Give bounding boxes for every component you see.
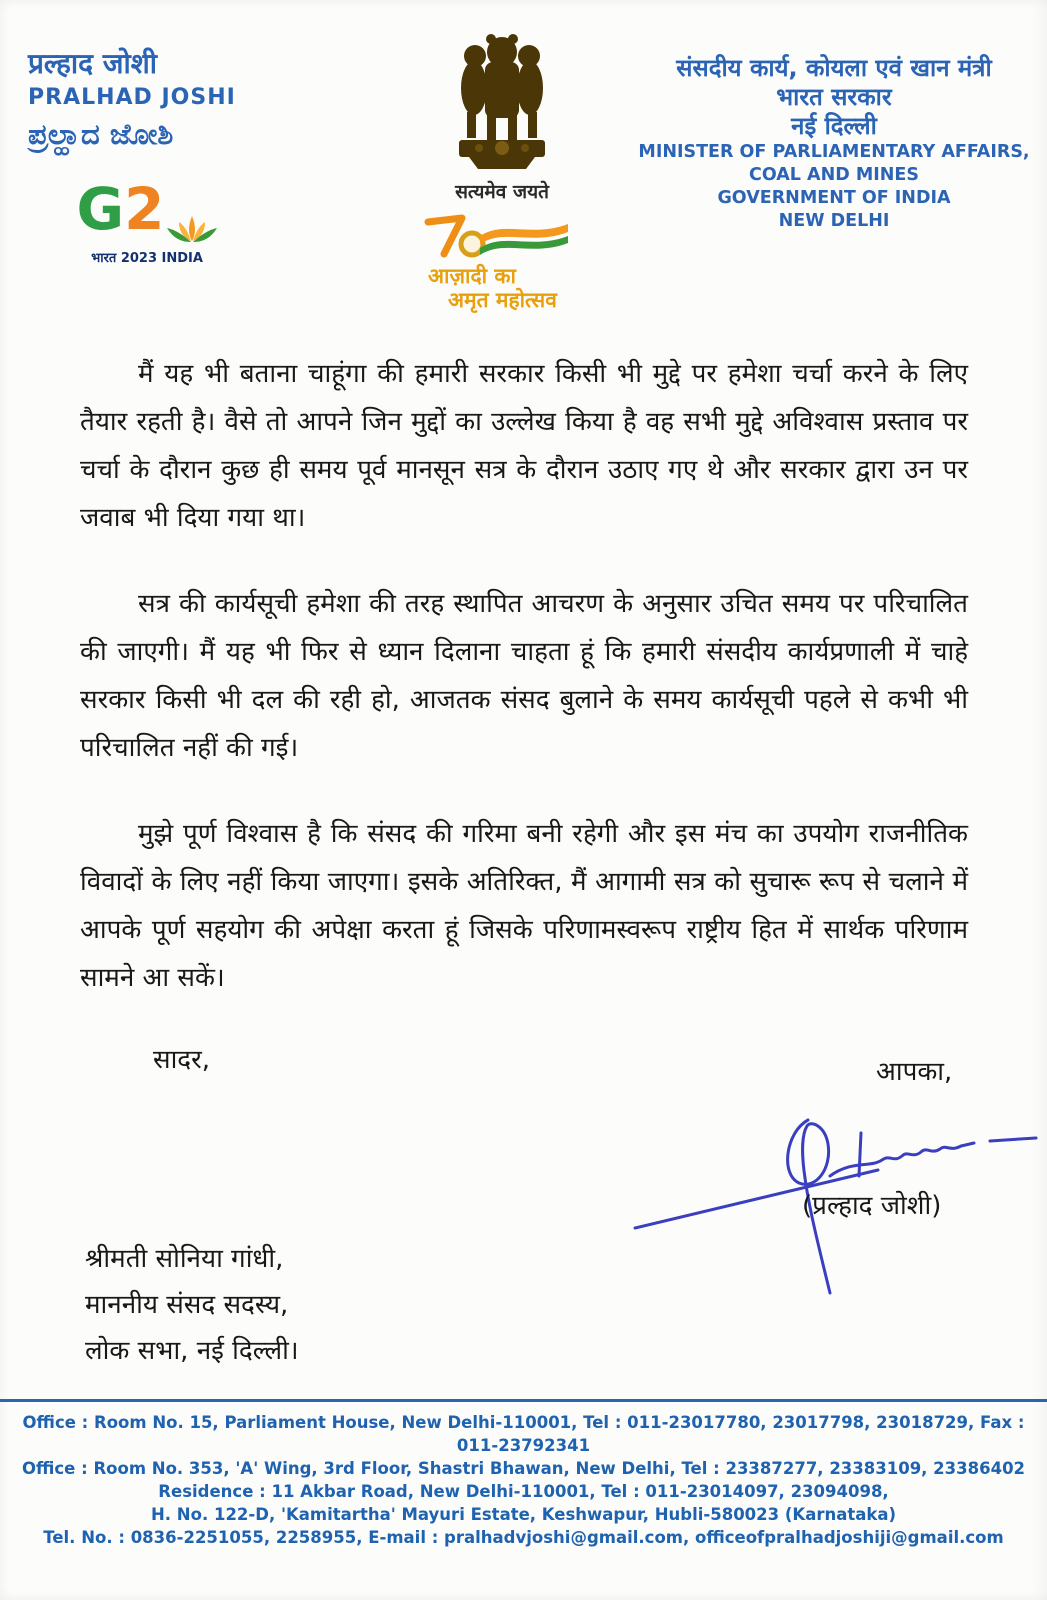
footer-house-address: H. No. 122-D, 'Kamitartha' Mayuri Estate, Keshwapur, Hubli-580023 (Karnataka) — [150, 1505, 897, 1524]
ashoka-emblem-icon — [449, 28, 555, 170]
g20-tagline: भारत 2023 INDIA — [91, 251, 203, 266]
footer-office-1: Office : Room No. 15, Parliament House, New Delhi-110001, Tel : 011-23017780, 23017798, 23018729, Fax : 011-23792341 — [22, 1413, 1025, 1455]
azadi-logo-line2: अमृत महोत्सव — [448, 288, 557, 312]
body-paragraph-3: मुझे पूर्ण विश्वास है कि संसद की गरिमा बनी रहेगी और इस मंच का उपयोग राजनीतिक विवादों के लिए नहीं किया जाएगा। इसके अतिरिक्त, मैं आगामी सत्र को सुचारू रूप से चलाने में आपके पूर्ण सहयोग की अपेक्षा करता हूं जिसके परिणामस्वरूप राष्ट्रीय हित में सार्थक परिणाम सामने आ सकें। — [80, 819, 968, 993]
footer-office-2: Office : Room No. 353, 'A' Wing, 3rd Floor, Shastri Bhawan, New Delhi, Tel : 23387277, 23383109, 23386402 — [21, 1459, 1026, 1478]
azadi-75-flag-icon — [420, 214, 570, 260]
ministry-title-english-2: COAL AND MINES — [749, 165, 919, 185]
sender-name-block — [28, 46, 236, 154]
footer-contact-block — [0, 1399, 1047, 1549]
ministry-title-english-1: MINISTER OF PARLIAMENTARY AFFAIRS, — [638, 142, 1030, 162]
azadi-amrit-mahotsav-logo — [420, 214, 585, 313]
signatory-name: (प्रल्हाद जोशी) — [802, 1191, 942, 1221]
footer-residence: Residence : 11 Akbar Road, New Delhi-110001, Tel : 011-23014097, 23094098, — [158, 1482, 889, 1501]
city-hindi: नई दिल्ली — [791, 112, 877, 140]
salutation: सादर, — [153, 1045, 211, 1075]
letter-body — [80, 350, 968, 1076]
recipient-title: माननीय संसद सदस्य, — [85, 1290, 289, 1320]
ministry-designation-block — [634, 54, 1034, 233]
government-hindi: भारत सरकार — [776, 83, 892, 111]
body-paragraph-2: सत्र की कार्यसूची हमेशा की तरह स्थापित आचरण के अनुसार उचित समय पर परिचालित की जाएगी। मैं यह भी फिर से ध्यान दिलाना चाहता हूं कि हमारी संसदीय कार्यप्रणाली में चाहे सरकार किसी भी दल की रही हो, आजतक संसद बुलाने के समय कार्यसूची पहले से कभी भी परिचालित नहीं की गई। — [80, 589, 968, 763]
recipient-address: लोक सभा, नई दिल्ली। — [85, 1336, 299, 1366]
ministry-title-hindi: संसदीय कार्य, कोयला एवं खान मंत्री — [676, 54, 992, 82]
g20-logo-digit-2: 2 — [124, 175, 165, 243]
national-emblem-block — [437, 28, 567, 204]
recipient-name: श्रीमती सोनिया गांधी, — [85, 1244, 284, 1274]
recipient-block — [85, 1236, 299, 1374]
g20-logo-letter-g: G — [76, 175, 125, 243]
city-english: NEW DELHI — [778, 211, 890, 231]
sender-name-english: PRALHAD JOSHI — [28, 85, 236, 110]
azadi-logo-line1: आज़ादी का — [428, 264, 516, 288]
closing-word: आपका, — [876, 1057, 953, 1087]
sender-name-kannada: ಪ್ರಲ್ಹಾದ ಜೋಶಿ — [28, 117, 174, 151]
emblem-motto: सत्यमेव जयते — [455, 181, 549, 203]
body-paragraph-1: मैं यह भी बताना चाहूंगा की हमारी सरकार किसी भी मुद्दे पर हमेशा चर्चा करने के लिए तैयार रहती है। वैसे तो आपने जिन मुद्दों का उल्लेख किया है वह सभी मुद्दे अविश्वास प्रस्ताव पर चर्चा के दौरान कुछ ही समय पूर्व मानसून सत्र के दौरान उठाए गए थे और सरकार द्वारा उन पर जवाब भी दिया गया था। — [80, 359, 968, 533]
g20-globe-lotus-icon — [167, 184, 217, 234]
g20-india-logo — [52, 175, 242, 266]
footer-tel-email: Tel. No. : 0836-2251055, 2258955, E-mail : pralhadvjoshi@gmail.com, officeofpralhadjoshiji@gmail.com — [43, 1528, 1004, 1547]
government-english: GOVERNMENT OF INDIA — [717, 188, 951, 208]
sender-name-hindi: प्रल्हाद जोशी — [28, 47, 158, 80]
